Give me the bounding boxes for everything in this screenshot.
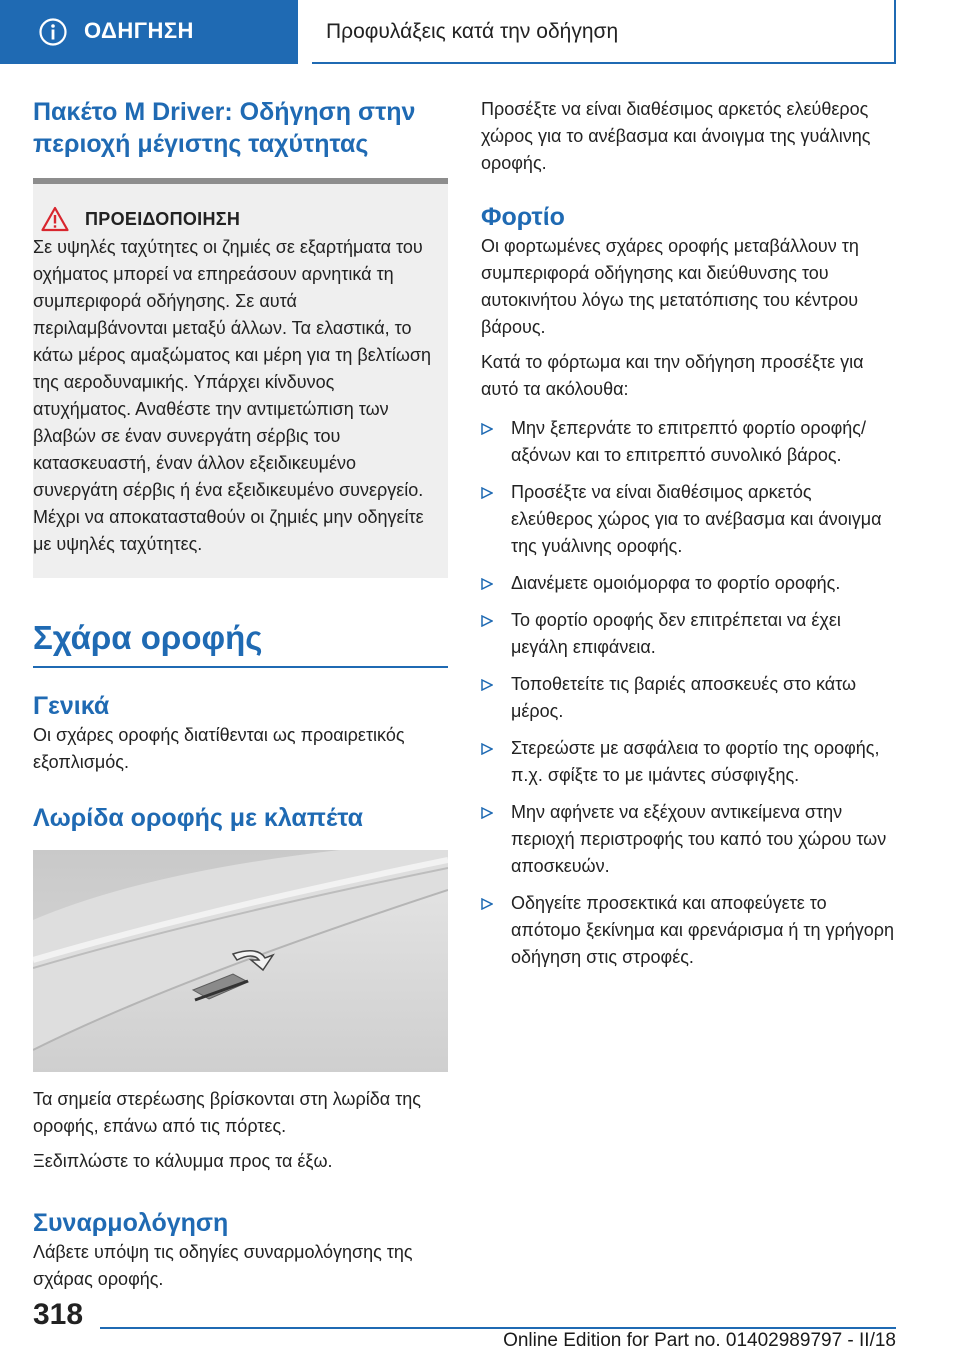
warning-text: Σε υψηλές ταχύτητες οι ζημιές σε εξαρτήματα του οχήματος μπορεί να επηρεάσουν αρνητικά τη συμπεριφορά οδήγησης. Σε αυτά περιλαμβάνονται μεταξύ άλλων. Τα ελαστικά, το κάτω μέρος αμαξώματος και μέρη για τη βελτίωση της αεροδυναμικής. Υπάρχει κίνδυνος ατυχήματος. Αναθέστε την αντιμετώπιση των βλαβών σε έναν συνεργάτη σέρβις του κατασκευαστή, έναν άλλον εξειδικευμένο συνεργάτη σέρβις ή ένα εξειδικευμένο συνεργείο. Μέχρι να αποκατασταθούν οι ζημιές μην οδηγείτε με υψηλές ταχύτητες. bbox=[33, 237, 432, 554]
heading-roof-rack: Σχάρα οροφής bbox=[33, 619, 263, 656]
warning-triangle-icon bbox=[41, 206, 69, 232]
triangle-bullet-icon bbox=[481, 807, 493, 819]
list-item bbox=[481, 570, 896, 597]
list-item-text: Μην ξεπερνάτε το επιτρεπτό φορτίο οροφής/αξόνων και το επιτρεπτό συνολικό βάρος. bbox=[511, 418, 866, 465]
triangle-bullet-icon bbox=[481, 578, 493, 590]
info-circle-icon bbox=[38, 17, 68, 47]
photo-caption: Τα σημεία στερέωσης βρίσκονται στη λωρίδα της οροφής, επάνω από τις πόρτες. bbox=[33, 1089, 421, 1136]
footer-edition: Online Edition for Part no. 01402989797 - II/18 bbox=[503, 1330, 896, 1351]
triangle-bullet-icon bbox=[481, 615, 493, 627]
list-item-text: Στερεώστε με ασφάλεια το φορτίο της οροφής, π.χ. σφίξτε το με ιμάντες σύσφιγξης. bbox=[511, 738, 880, 785]
footer-rule bbox=[100, 1327, 896, 1329]
intro-text: Προσέξτε να είναι διαθέσιμος αρκετός ελεύθερος χώρος για το ανέβασμα και άνοιγμα της γυάλινης οροφής. bbox=[481, 99, 871, 173]
list-item bbox=[481, 479, 896, 560]
heading-roof-strip: Λωρίδα οροφής με κλαπέτα bbox=[33, 804, 364, 832]
list-item bbox=[481, 415, 896, 469]
list-item-text: Διανέμετε ομοιόμορφα το φορτίο οροφής. bbox=[511, 573, 841, 593]
heading-assembly: Συναρμολόγηση bbox=[33, 1209, 229, 1237]
left-column bbox=[33, 96, 448, 1293]
list-item bbox=[481, 607, 896, 661]
warning-header bbox=[33, 206, 436, 232]
list-item-text: Οδηγείτε προσεκτικά και αποφεύγετε το απότομο ξεκίνημα και φρενάρισμα ή τη γρήγορη οδήγηση στις στροφές. bbox=[511, 893, 895, 967]
header-section-tab bbox=[0, 0, 298, 64]
triangle-bullet-icon bbox=[481, 743, 493, 755]
load-text: Οι φορτωμένες σχάρες οροφής μεταβάλλουν τη συμπεριφορά οδήγησης και διεύθυνσης του αυτοκινήτου λόγω της μετατόπισης του κέντρου βάρους. bbox=[481, 236, 859, 337]
warning-box bbox=[33, 178, 448, 578]
list-item-text: Μην αφήνετε να εξέχουν αντικείμενα στην περιοχή περιστροφής του καπό του χώρου των αποσκευών. bbox=[511, 802, 887, 876]
heading-rule bbox=[33, 666, 448, 668]
attention-text: Κατά το φόρτωμα και την οδήγηση προσέξτε για αυτό τα ακόλουθα: bbox=[481, 352, 864, 399]
triangle-bullet-icon bbox=[481, 487, 493, 499]
list-item-text: Το φορτίο οροφής δεν επιτρέπεται να έχει μεγάλη επιφάνεια. bbox=[511, 610, 841, 657]
right-column bbox=[481, 96, 896, 981]
list-item bbox=[481, 735, 896, 789]
heading-general: Γενικά bbox=[33, 692, 110, 720]
assembly-text: Λάβετε υπόψη τις οδηγίες συναρμολόγησης της σχάρας οροφής. bbox=[33, 1242, 413, 1289]
list-item bbox=[481, 799, 896, 880]
page-number: 318 bbox=[33, 1298, 84, 1331]
load-bullet-list bbox=[481, 415, 896, 971]
list-item-text: Τοποθετείτε τις βαριές αποσκευές στο κάτω μέρος. bbox=[511, 674, 857, 721]
roof-strip-photo bbox=[33, 850, 448, 1072]
unfold-text: Ξεδιπλώστε το κάλυμμα προς τα έξω. bbox=[33, 1151, 333, 1171]
topic-title: Προφυλάξεις κατά την οδήγηση bbox=[326, 20, 619, 43]
heading-m-driver: Πακέτο M Driver: Οδήγηση στην περιοχή μέγιστης ταχύτητας bbox=[33, 98, 416, 158]
heading-load: Φορτίο bbox=[481, 203, 565, 231]
triangle-bullet-icon bbox=[481, 898, 493, 910]
list-item bbox=[481, 671, 896, 725]
general-text: Οι σχάρες οροφής διατίθενται ως προαιρετικός εξοπλισμός. bbox=[33, 725, 405, 772]
roof-strip-illustration bbox=[33, 850, 448, 1072]
triangle-bullet-icon bbox=[481, 423, 493, 435]
list-item bbox=[481, 890, 896, 971]
section-title: ΟΔΗΓΗΣΗ bbox=[84, 18, 194, 43]
header-topic-box bbox=[312, 0, 896, 64]
warning-title: ΠΡΟΕΙΔΟΠΟΙΗΣΗ bbox=[85, 208, 241, 229]
triangle-bullet-icon bbox=[481, 679, 493, 691]
list-item-text: Προσέξτε να είναι διαθέσιμος αρκετός ελεύθερος χώρος για το ανέβασμα και άνοιγμα της γυάλινης οροφής. bbox=[511, 482, 882, 556]
